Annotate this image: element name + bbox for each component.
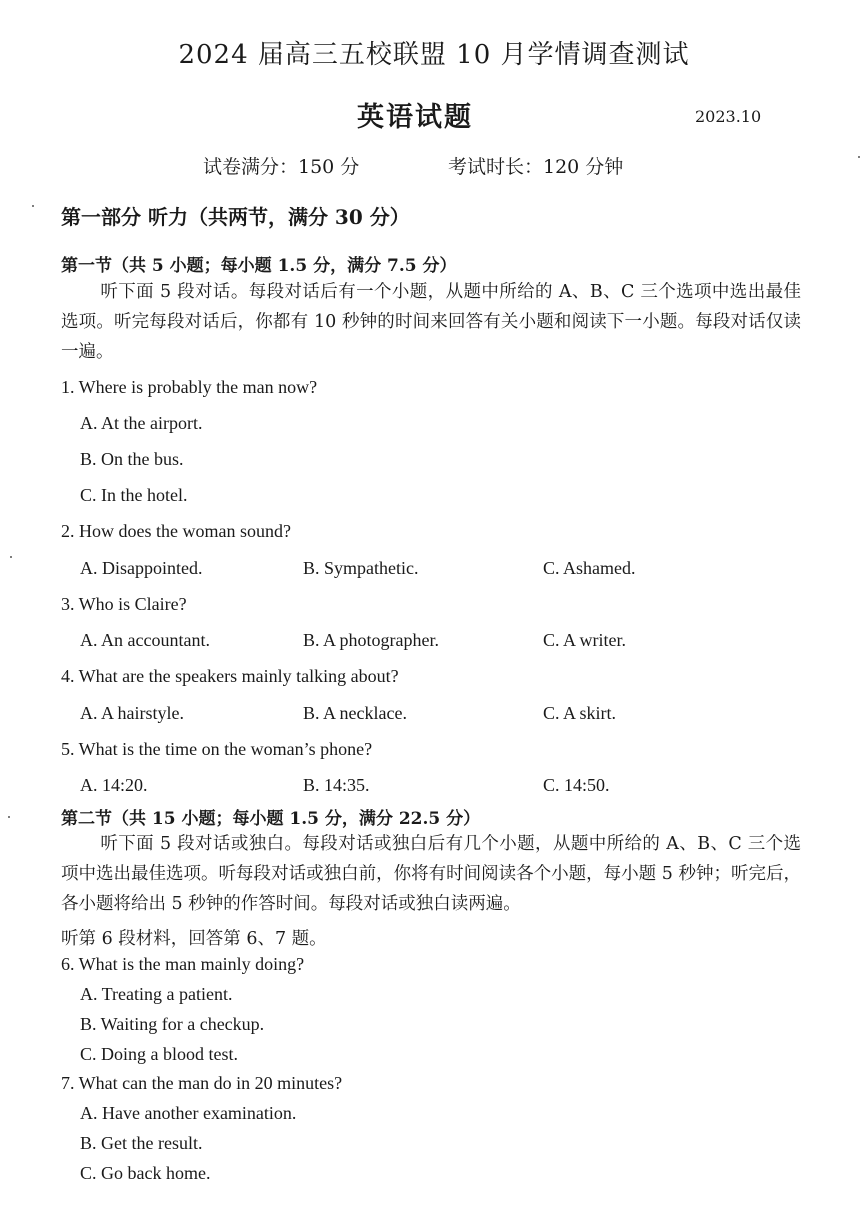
time-limit: 考试时长：120 分钟 <box>448 156 624 178</box>
option-c: C. Go back home. <box>80 1163 211 1183</box>
option-b: B. Waiting for a checkup. <box>80 1014 265 1034</box>
section1-heading: 第一节（共 5 小题；每小题 1.5 分，满分 7.5 分） <box>61 256 457 276</box>
question-stem: 7. What can the man do in 20 minutes? <box>61 1073 343 1093</box>
question-stem: 5. What is the time on the woman’s phone? <box>61 739 373 759</box>
option-a: A. 14:20. <box>80 775 148 795</box>
option-b: B. Get the result. <box>80 1133 203 1153</box>
option-a: A. Disappointed. <box>80 558 203 578</box>
subject-title: 英语试题 <box>357 102 473 133</box>
option-c: C. A writer. <box>543 630 627 650</box>
section1-instructions <box>61 277 801 367</box>
option-c: C. Ashamed. <box>543 558 636 578</box>
material-note: 听第 6 段材料，回答第 6、7 题。 <box>61 929 327 949</box>
section2-heading: 第二节（共 15 小题；每小题 1.5 分，满分 22.5 分） <box>61 809 481 829</box>
option-a: A. Treating a patient. <box>80 984 233 1004</box>
exam-title: 2024 届高三五校联盟 10 月学情调查测试 <box>178 40 690 70</box>
option-a: A. At the airport. <box>80 413 203 433</box>
full-score: 试卷满分：150 分 <box>203 156 360 178</box>
option-c: C. Doing a blood test. <box>80 1044 238 1064</box>
question-stem: 6. What is the man mainly doing? <box>61 954 305 974</box>
option-c: C. A skirt. <box>543 703 617 723</box>
option-c: C. 14:50. <box>543 775 610 795</box>
part-heading: 第一部分 听力（共两节，满分 30 分） <box>61 205 410 229</box>
section2-instructions-text: 听下面 5 段对话或独白。每段对话或独白后有几个小题，从题中所给的 A、B、C 三个选项中选出最佳选项。听每段对话或独白前，你将有时间阅读各个小题，每小题 5 秒钟；听完后，各小题将给出 5 秒钟的作答时间。每段对话或独白读两遍。 <box>61 834 801 914</box>
question-stem: 3. Who is Claire? <box>61 594 187 614</box>
question-stem: 2. How does the woman sound? <box>61 521 291 541</box>
section1-instructions-text: 听下面 5 段对话。每段对话后有一个小题，从题中所给的 A、B、C 三个选项中选出最佳选项。听完每段对话后，你都有 10 秒钟的时间来回答有关小题和阅读下一小题。每段对话仅读一遍。 <box>61 282 801 362</box>
scan-speck <box>10 556 12 558</box>
option-c: C. In the hotel. <box>80 485 188 505</box>
option-a: A. A hairstyle. <box>80 703 184 723</box>
scan-speck <box>8 816 10 818</box>
option-b: B. A photographer. <box>303 630 439 650</box>
option-b: B. Sympathetic. <box>303 558 419 578</box>
option-a: A. Have another examination. <box>80 1103 297 1123</box>
question-stem: 1. Where is probably the man now? <box>61 377 318 397</box>
scan-speck <box>32 205 34 207</box>
exam-date: 2023.10 <box>695 107 762 126</box>
question-stem: 4. What are the speakers mainly talking about? <box>61 666 399 686</box>
option-b: B. A necklace. <box>303 703 407 723</box>
option-a: A. An accountant. <box>80 630 210 650</box>
option-b: B. 14:35. <box>303 775 370 795</box>
option-b: B. On the bus. <box>80 449 184 469</box>
scan-speck <box>858 156 860 158</box>
section2-instructions <box>61 829 801 919</box>
